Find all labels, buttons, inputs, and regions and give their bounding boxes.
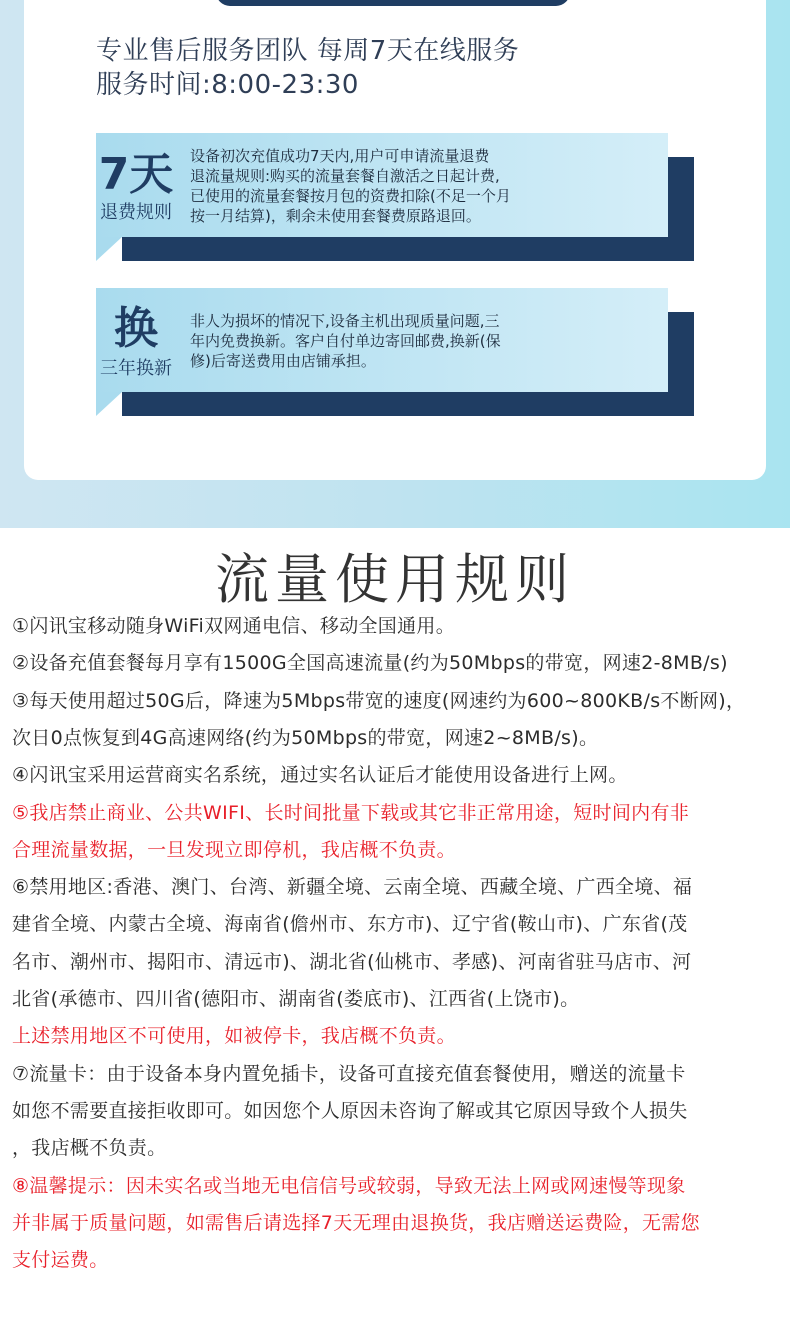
refund-rule-sub-label: 退费规则 — [100, 202, 172, 223]
usage-rule-line: ⑦流量卡：由于设备本身内置免插卡，设备可直接充值套餐使用，赠送的流量卡 — [12, 1063, 686, 1085]
usage-rule-line: ①闪讯宝移动随身WiFi双网通电信、移动全国通用。 — [12, 615, 456, 637]
usage-rule-line: ⑥禁用地区:香港、澳门、台湾、新疆全境、云南全境、西藏全境、广西全境、福 — [12, 876, 693, 898]
refund-rule-line: 按一月结算)，剩余未使用套餐费原路退回。 — [190, 207, 481, 225]
usage-rule-line: 次日0点恢复到4G高速网络(约为50Mbps的带宽，网速2~8MB/s)。 — [12, 727, 599, 749]
usage-rules-title: 流量使用规则 — [215, 548, 575, 611]
usage-rule-line: ②设备充值套餐每月享有1500G全国高速流量(约为50Mbps的带宽，网速2-8MB/s) — [12, 652, 728, 674]
refund-rule-description — [190, 146, 560, 226]
usage-rule-line: 北省(承德市、四川省(德阳市、湖南省(娄底市)、江西省(上饶市)。 — [12, 988, 580, 1010]
service-hours-text: 服务时间:8:00-23:30 — [96, 70, 359, 100]
usage-rule-line: ⑧温馨提示：因未实名或当地无电信信号或较弱，导致无法上网或网速慢等现象 — [12, 1175, 686, 1197]
refund-rule-fold — [96, 237, 122, 261]
card-top-tab — [216, 0, 570, 6]
refund-rule-line: 设备初次充值成功7天内,用户可申请流量退费 — [190, 147, 490, 165]
refund-rule-line: 已使用的流量套餐按月包的资费扣除(不足一个月 — [190, 187, 511, 205]
exchange-rule-description — [190, 311, 560, 371]
usage-rule-line: ③每天使用超过50G后，降速为5Mbps带宽的速度(网速约为600~800KB/s不断网)， — [12, 690, 746, 712]
service-team-text: 专业售后服务团队 每周7天在线服务 — [96, 36, 520, 66]
exchange-rule-fold — [96, 392, 122, 416]
exchange-rule-line: 年内免费换新。客户自付单边寄回邮费,换新(保 — [190, 332, 501, 350]
exchange-rule-line: 非人为损坏的情况下,设备主机出现质量问题,三 — [190, 312, 500, 330]
usage-rule-line: 上述禁用地区不可使用，如被停卡，我店概不负责。 — [12, 1025, 456, 1047]
usage-rule-line: 合理流量数据，一旦发现立即停机，我店概不负责。 — [12, 839, 456, 861]
refund-rule-big-label: 7天 — [98, 149, 174, 200]
refund-rule-line: 退流量规则:购买的流量套餐自激活之日起计费, — [190, 167, 500, 185]
exchange-rule-line: 修)后寄送费用由店铺承担。 — [190, 352, 376, 370]
exchange-rule-sub-label: 三年换新 — [100, 358, 172, 379]
usage-rule-line: 并非属于质量问题，如需售后请选择7天无理由退换货，我店赠送运费险，无需您 — [12, 1212, 700, 1234]
usage-rule-line: 建省全境、内蒙古全境、海南省(儋州市、东方市)、辽宁省(鞍山市)、广东省(茂 — [12, 913, 688, 935]
usage-rule-line: ，我店概不负责。 — [12, 1137, 167, 1159]
usage-rule-line: ④闪讯宝采用运营商实名系统，通过实名认证后才能使用设备进行上网。 — [12, 764, 628, 786]
usage-rule-line: 如您不需要直接拒收即可。如因您个人原因未咨询了解或其它原因导致个人损失 — [12, 1100, 688, 1122]
usage-rule-line: ⑤我店禁止商业、公共WIFI、长时间批量下载或其它非正常用途，短时间内有非 — [12, 802, 690, 824]
usage-rule-line: 名市、潮州市、揭阳市、清远市)、湖北省(仙桃市、孝感)、河南省驻马店市、河 — [12, 951, 692, 973]
usage-rule-line: 支付运费。 — [12, 1249, 109, 1271]
exchange-rule-big-label: 换 — [114, 303, 158, 354]
